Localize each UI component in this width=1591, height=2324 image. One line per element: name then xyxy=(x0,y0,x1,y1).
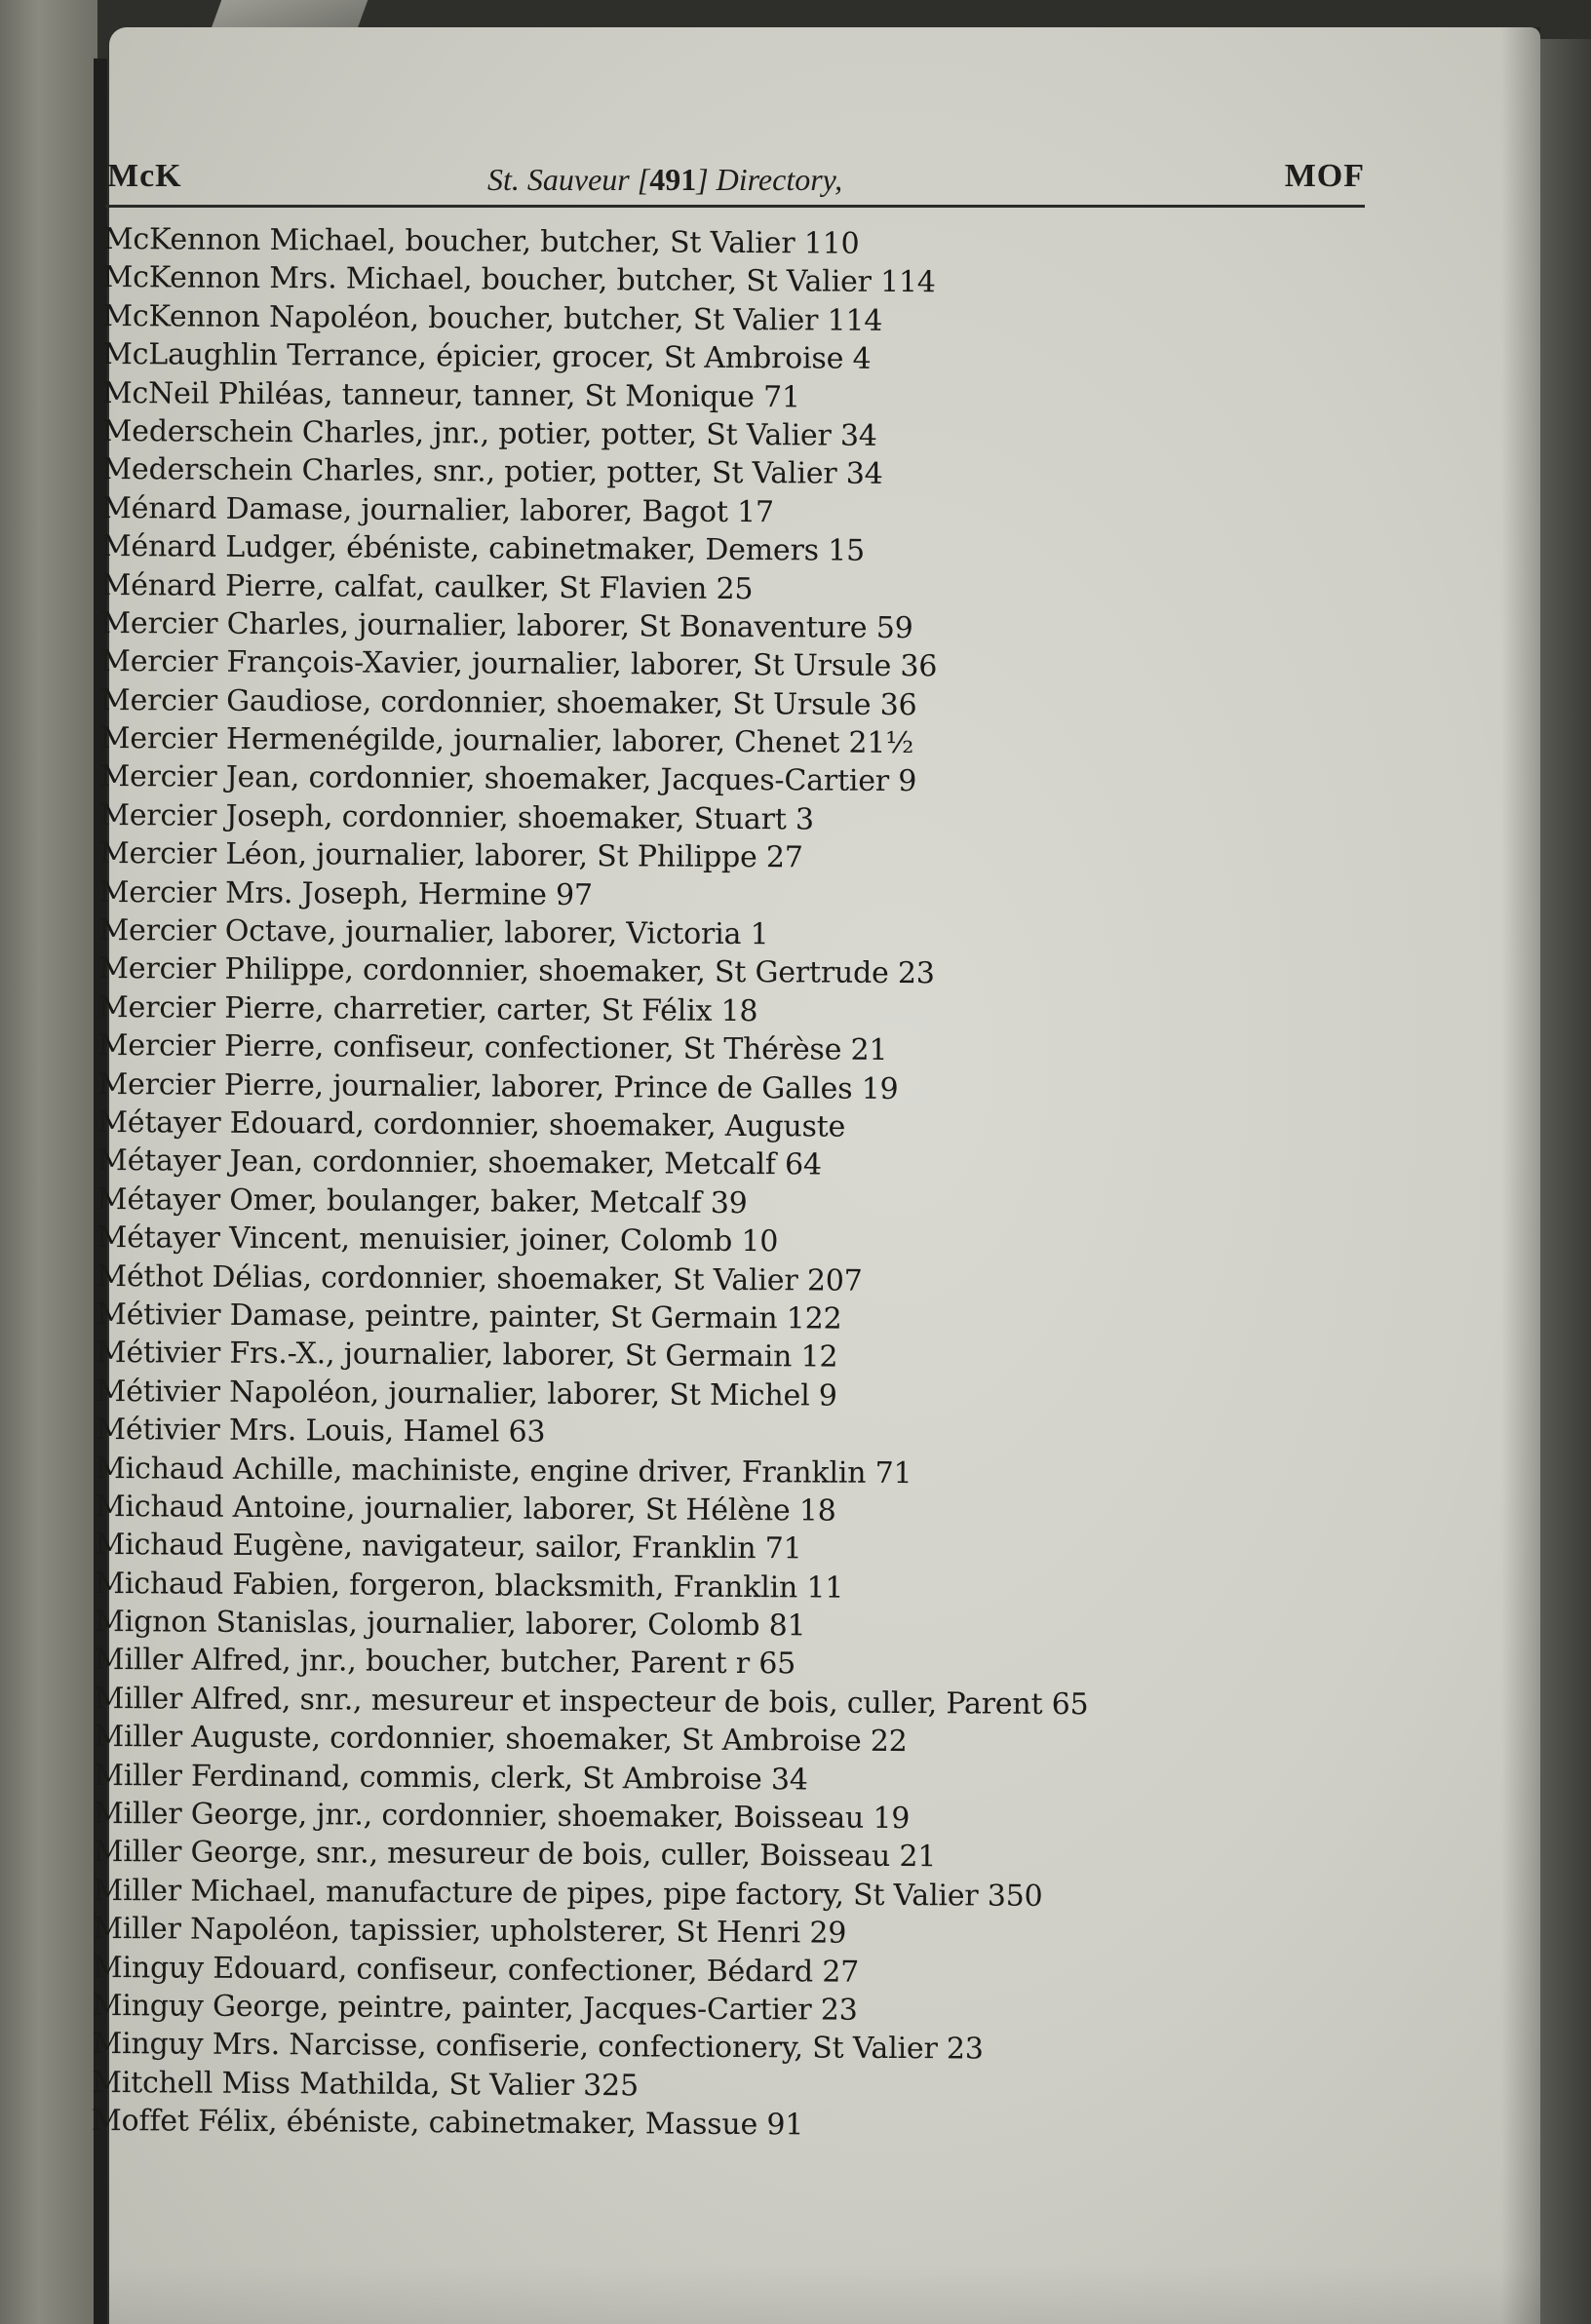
running-header xyxy=(107,158,1365,216)
header-title-prefix: St. Sauveur [ xyxy=(487,162,650,197)
directory-entry: Mercier Gaudiose, cordonnier, shoemaker, St Ursule 36 xyxy=(99,682,917,722)
directory-entry: Moffet Félix, ébéniste, cabinetmaker, Massue 91 xyxy=(91,2104,804,2143)
directory-entry: Minguy Mrs. Narcisse, confiserie, confectionery, St Valier 23 xyxy=(92,2027,984,2067)
directory-entry: McKennon Mrs. Michael, boucher, butcher, St Valier 114 xyxy=(102,260,936,300)
directory-entry: Miller George, snr., mesureur de bois, culler, Boisseau 21 xyxy=(93,1835,937,1875)
directory-entry: Mercier François-Xavier, journalier, laborer, St Ursule 36 xyxy=(100,644,938,684)
directory-entry: Mercier Mrs. Joseph, Hermine 97 xyxy=(98,874,593,912)
directory-entry: Mercier Charles, journalier, laborer, St Bonaventure 59 xyxy=(100,605,913,645)
directory-entry: Miller Napoléon, tapissier, upholsterer, St Henri 29 xyxy=(93,1912,847,1951)
directory-entry: Mercier Pierre, charretier, carter, St Félix 18 xyxy=(97,989,758,1028)
directory-entry: McLaughlin Terrance, épicier, grocer, St Ambroise 4 xyxy=(102,337,872,376)
directory-entry: Ménard Damase, journalier, laborer, Bagot 17 xyxy=(101,490,774,529)
directory-entry: Mercier Pierre, confiseur, confectioner, St Thérèse 21 xyxy=(97,1028,888,1068)
directory-entry: Mederschein Charles, snr., potier, potter, St Valier 34 xyxy=(101,452,883,492)
directory-entry: McNeil Philéas, tanneur, tanner, St Monique 71 xyxy=(101,375,800,414)
directory-entry: Mercier Octave, journalier, laborer, Victoria 1 xyxy=(98,913,769,952)
directory-entry: Mercier Pierre, journalier, laborer, Prince de Galles 19 xyxy=(97,1066,899,1106)
directory-entry: Michaud Antoine, journalier, laborer, St Hélène 18 xyxy=(95,1489,836,1529)
directory-entry: Métayer Jean, cordonnier, shoemaker, Metcalf 64 xyxy=(97,1143,822,1182)
directory-entry: Miller Michael, manufacture de pipes, pipe factory, St Valier 350 xyxy=(93,1873,1043,1914)
directory-entry: Métivier Napoléon, journalier, laborer, St Michel 9 xyxy=(96,1374,837,1414)
directory-entry: Michaud Fabien, forgeron, blacksmith, Franklin 11 xyxy=(95,1566,844,1606)
directory-entry: Miller George, jnr., cordonnier, shoemaker, Boisseau 19 xyxy=(93,1796,911,1837)
directory-entry: Miller Alfred, snr., mesureur et inspecteur de bois, culler, Parent 65 xyxy=(94,1681,1089,1723)
directory-entry: Métayer Omer, boulanger, baker, Metcalf 39 xyxy=(97,1181,748,1220)
directory-entry: Mitchell Miss Mathilda, St Valier 325 xyxy=(92,2065,640,2104)
page-number: 491 xyxy=(649,162,697,197)
directory-entry: Métivier Frs.-X., journalier, laborer, St Germain 12 xyxy=(96,1336,838,1375)
directory-entry: Ménard Pierre, calfat, caulker, St Flavien 25 xyxy=(100,567,754,606)
directory-entry: Méthot Délias, cordonnier, shoemaker, St Valier 207 xyxy=(97,1259,863,1298)
directory-entry: Mercier Hermenégilde, journalier, laborer, Chenet 21½ xyxy=(99,721,914,761)
directory-entry: Mercier Léon, journalier, laborer, St Philippe 27 xyxy=(98,836,803,875)
page-bottom-shade xyxy=(109,2266,1540,2324)
header-title-suffix: ] Directory, xyxy=(696,162,843,197)
directory-entry: Miller Auguste, cordonnier, shoemaker, St Ambroise 22 xyxy=(94,1720,908,1760)
directory-entry: Métayer Edouard, cordonnier, shoemaker, Auguste xyxy=(97,1104,846,1144)
directory-entry: Michaud Achille, machiniste, engine driver, Franklin 71 xyxy=(96,1451,912,1491)
header-right-guide-word: MOF xyxy=(1284,158,1365,194)
directory-entry: Métivier Damase, peintre, painter, St Germain 122 xyxy=(97,1297,842,1336)
directory-entry: Minguy Edouard, confiseur, confectioner, Bédard 27 xyxy=(92,1950,860,1990)
directory-entry: Miller Alfred, jnr., boucher, butcher, Parent r 65 xyxy=(94,1643,796,1682)
page-shadow xyxy=(1501,27,1540,2324)
header-rule xyxy=(105,205,1365,208)
directory-entry: Michaud Eugène, navigateur, sailor, Franklin 71 xyxy=(95,1528,802,1567)
directory-entry: Métivier Mrs. Louis, Hamel 63 xyxy=(96,1413,546,1450)
directory-entry: Métayer Vincent, menuisier, joiner, Colomb 10 xyxy=(97,1220,779,1259)
header-left-guide-word: McK xyxy=(107,158,182,194)
directory-entry: Minguy George, peintre, painter, Jacques-Cartier 23 xyxy=(92,1988,858,2028)
directory-entry: Miller Ferdinand, commis, clerk, St Ambroise 34 xyxy=(94,1758,808,1798)
directory-entry: Mercier Philippe, cordonnier, shoemaker, St Gertrude 23 xyxy=(98,951,935,991)
header-title xyxy=(487,162,842,198)
directory-entries xyxy=(92,220,1371,2148)
directory-entry: McKennon Napoléon, boucher, butcher, St Valier 114 xyxy=(102,298,883,338)
directory-entry: Mignon Stanislas, journalier, laborer, Colomb 81 xyxy=(95,1605,806,1644)
directory-entry: McKennon Michael, boucher, butcher, St Valier 110 xyxy=(102,221,860,261)
directory-entry: Mercier Jean, cordonnier, shoemaker, Jacques-Cartier 9 xyxy=(99,759,917,799)
right-page-edge xyxy=(1540,39,1591,2324)
directory-entry: Mederschein Charles, jnr., potier, potter, St Valier 34 xyxy=(101,413,877,453)
directory-entry: Mercier Joseph, cordonnier, shoemaker, Stuart 3 xyxy=(99,797,814,837)
directory-entry: Ménard Ludger, ébéniste, cabinetmaker, Demers 15 xyxy=(100,529,866,568)
left-page-edge xyxy=(0,0,97,2324)
